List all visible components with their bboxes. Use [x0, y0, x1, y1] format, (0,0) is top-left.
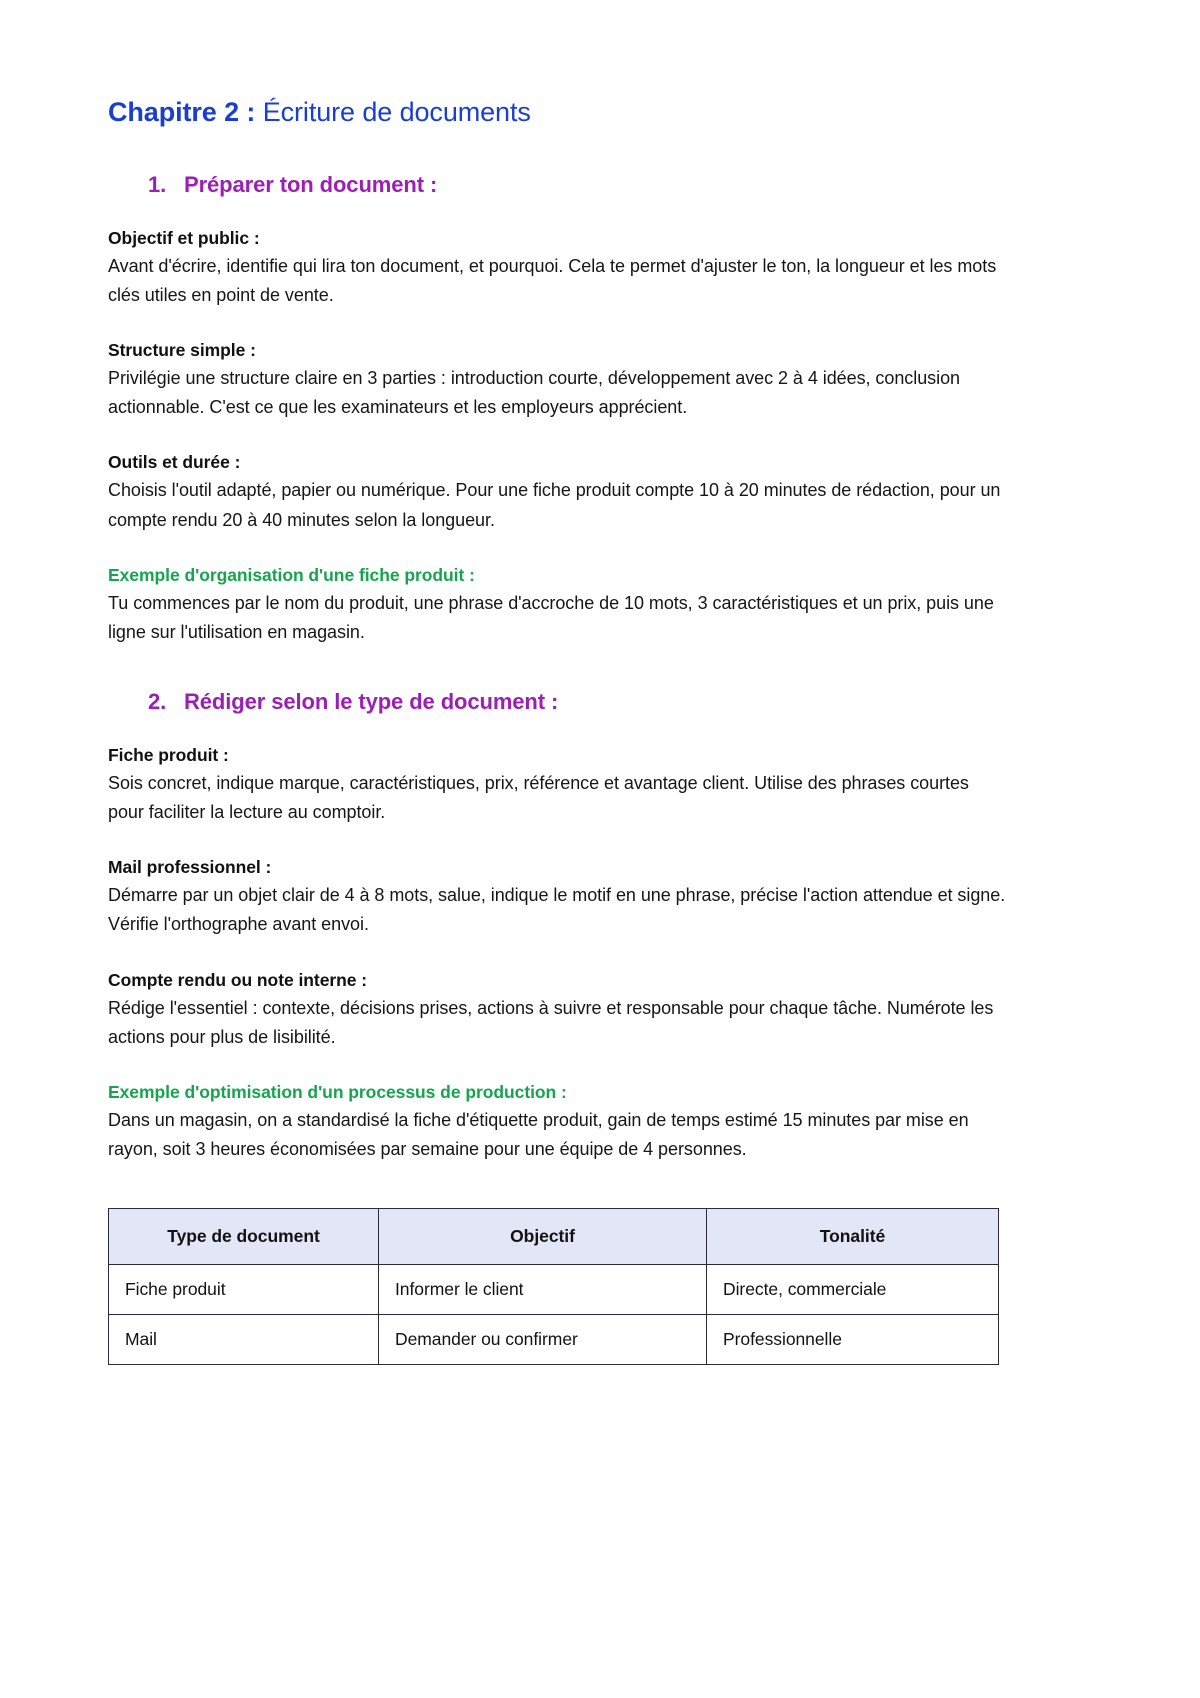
block-title-example: Exemple d'optimisation d'un processus de production :	[108, 1081, 567, 1102]
table-cell: Directe, commerciale	[707, 1265, 999, 1315]
content-block	[108, 970, 1092, 1052]
table-row	[109, 1315, 999, 1365]
table-cell: Demander ou confirmer	[379, 1315, 707, 1365]
block-body: Rédige l'essentiel : contexte, décisions prises, actions à suivre et responsable pour chaque tâche. Numérote les actions pour plus de lisibilité.	[108, 997, 994, 1047]
table-cell: Professionnelle	[707, 1315, 999, 1365]
block-title-example: Exemple d'organisation d'une fiche produit :	[108, 564, 475, 585]
table-header-cell: Tonalité	[707, 1209, 999, 1265]
block-title: Fiche produit :	[108, 745, 229, 765]
table-cell: Informer le client	[379, 1265, 707, 1315]
content-block	[108, 857, 1092, 939]
block-body: Tu commences par le nom du produit, une phrase d'accroche de 10 mots, 3 caractéristiques et un prix, puis une ligne sur l'utilisation en magasin.	[108, 592, 994, 642]
table-header-row	[109, 1209, 999, 1265]
section-number-1: 1.	[148, 171, 167, 197]
table-header-cell: Objectif	[379, 1209, 707, 1265]
section-label-2: Rédiger selon le type de document :	[184, 689, 559, 714]
block-title: Structure simple :	[108, 340, 256, 361]
table-cell: Fiche produit	[109, 1265, 379, 1315]
block-body: Choisis l'outil adapté, papier ou numérique. Pour une fiche produit compte 10 à 20 minutes de rédaction, pour un compte rendu 20 à 40 minutes selon la longueur.	[108, 480, 1001, 530]
section-heading-1	[108, 172, 1092, 198]
block-body: Dans un magasin, on a standardisé la fiche d'étiquette produit, gain de temps estimé 15 minutes par mise en rayon, soit 3 heures économisées par semaine pour une équipe de 4 personnes.	[108, 1109, 969, 1160]
table-row	[109, 1265, 999, 1315]
content-block	[108, 340, 1092, 422]
section-heading-2	[108, 689, 1092, 715]
content-block	[108, 745, 1092, 827]
block-body: Sois concret, indique marque, caractéristiques, prix, référence et avantage client. Utilise des phrases courtes pour faciliter la lecture au comptoir.	[108, 773, 969, 823]
block-title: Objectif et public :	[108, 227, 260, 248]
block-body: Démarre par un objet clair de 4 à 8 mots, salue, indique le motif en une phrase, précise l'action attendue et signe. Vérifie l'orthographe avant envoi.	[108, 885, 1006, 935]
page-title-subject: Écriture de documents	[255, 97, 531, 127]
block-body: Avant d'écrire, identifie qui lira ton document, et pourquoi. Cela te permet d'ajuster le ton, la longueur et les mots clés utiles en point de vente.	[108, 255, 997, 305]
document-types-table	[108, 1208, 999, 1365]
content-block	[108, 452, 1092, 534]
content-block	[108, 228, 1092, 310]
page-title	[108, 96, 1092, 130]
block-title: Outils et durée :	[108, 452, 241, 473]
section-number-2: 2.	[148, 689, 167, 714]
page-title-chapter: Chapitre 2 :	[108, 97, 256, 127]
content-block-example	[108, 565, 1092, 647]
block-title: Mail professionnel :	[108, 857, 272, 878]
block-body: Privilégie une structure claire en 3 parties : introduction courte, développement avec 2 à 4 idées, conclusion actionnable. C'est ce que les examinateurs et les employeurs apprécient.	[108, 368, 960, 418]
table-header-cell: Type de document	[109, 1209, 379, 1265]
block-title: Compte rendu ou note interne :	[108, 969, 368, 990]
table-cell: Mail	[109, 1315, 379, 1365]
content-block-example	[108, 1082, 1092, 1164]
section-label-1: Préparer ton document :	[184, 171, 438, 197]
